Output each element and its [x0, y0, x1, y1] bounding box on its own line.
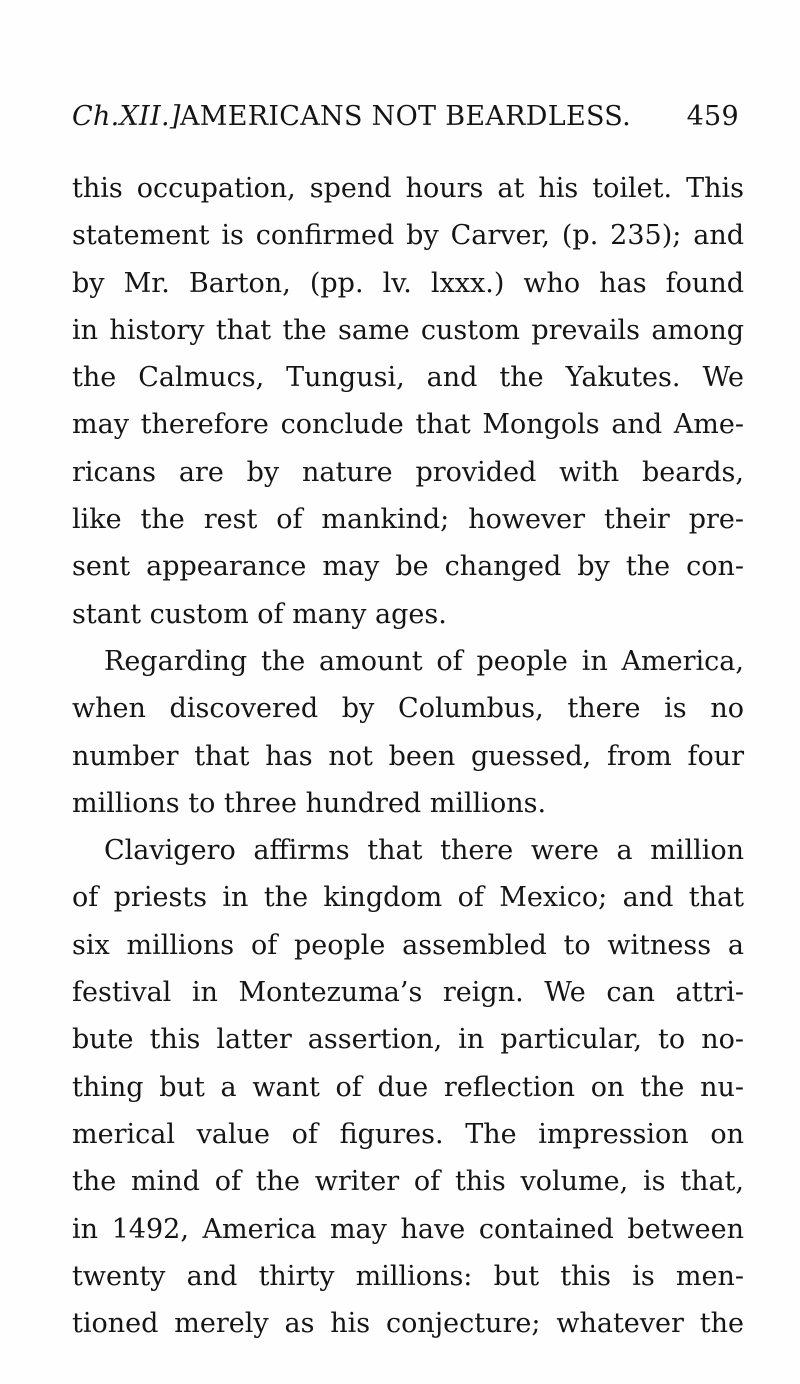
text-line: may therefore conclude that Mongols and Ame- — [72, 409, 744, 441]
text-line: like the rest of mankind; however their pre- — [72, 504, 744, 536]
page-number: 459 — [686, 101, 739, 132]
text-line: tioned merely as his conjecture; whatever the — [72, 1308, 744, 1340]
text-line: number that has not been guessed, from four — [72, 740, 744, 772]
paragraph-first-line: Regarding the amount of people in America, — [104, 645, 744, 677]
text-line: festival in Montezuma’s reign. We can attri- — [72, 977, 744, 1009]
text-line: statement is confirmed by Carver, (p. 235); and — [72, 220, 744, 252]
text-line: in history that the same custom prevails among — [72, 314, 744, 346]
body-text — [72, 165, 744, 1347]
text-line: merical value of figures. The impression on — [72, 1118, 744, 1150]
text-line: thing but a want of due reflection on the nu- — [72, 1071, 744, 1103]
chapter-reference: Ch.XII.] — [72, 101, 181, 132]
text-line: millions to three hundred millions. — [72, 787, 547, 819]
running-title: AMERICANS NOT BEARDLESS. — [179, 101, 632, 132]
text-line: by Mr. Barton, (pp. lv. lxxx.) who has found — [72, 267, 744, 299]
text-line: six millions of people assembled to witness a — [72, 929, 744, 961]
text-line: stant custom of many ages. — [72, 598, 447, 630]
running-head — [72, 97, 739, 137]
text-line: bute this latter assertion, in particular, to no- — [72, 1024, 744, 1056]
text-line: of priests in the kingdom of Mexico; and that — [72, 882, 744, 914]
text-line: sent appearance may be changed by the con- — [72, 551, 744, 583]
paragraph-first-line: Clavigero affirms that there were a million — [104, 835, 744, 867]
text-line: the Calmucs, Tungusi, and the Yakutes. We — [72, 362, 744, 394]
text-line: the mind of the writer of this volume, is that, — [72, 1166, 744, 1198]
text-line: when discovered by Columbus, there is no — [72, 693, 744, 725]
text-line: this occupation, spend hours at his toilet. This — [72, 173, 744, 204]
text-line: twenty and thirty millions: but this is men- — [72, 1260, 744, 1292]
text-line: ricans are by nature provided with beards, — [72, 456, 744, 488]
text-line: in 1492, America may have contained between — [72, 1213, 744, 1245]
